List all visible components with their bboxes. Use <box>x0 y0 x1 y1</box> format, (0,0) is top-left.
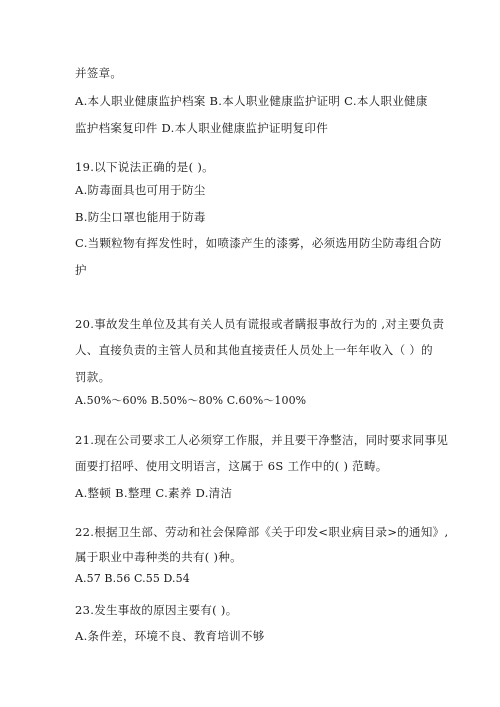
question-20-text: 20.事故发生单位及其有关人员有谎报或者瞒报事故行为的 ,对主要负责 <box>75 317 445 331</box>
question-23-option-a: A.条件差，环境不良、教育培训不够 <box>75 629 265 643</box>
question-19-option-c: C.当颗粒物有挥发性时，如喷漆产生的漆雾，必须选用防尘防毒组合防 <box>75 236 442 250</box>
question-22-text: 22.根据卫生部、劳动和社会保障部《关于印发<职业病目录>的通知》, <box>75 525 449 539</box>
question-21-text: 21.现在公司要求工人必须穿工作服，并且要干净整洁，同时要求同事见 <box>75 433 449 447</box>
question-21-options: A.整顿 B.整理 C.素养 D.清洁 <box>75 486 233 500</box>
question-19-text: 19.以下说法正确的是( )。 <box>75 160 214 174</box>
question-20-text: 人、直接负责的主管人员和其他直接责任人员处上一年年收入（ ）的 <box>75 343 433 357</box>
question-19-option-a: A.防毒面具也可用于防尘 <box>75 183 206 197</box>
question-23-text: 23.发生事故的原因主要有( )。 <box>75 603 238 617</box>
intro-options-line: A.本人职业健康监护档案 B.本人职业健康监护证明 C.本人职业健康 <box>75 94 428 108</box>
question-22-text: 属于职业中毒种类的共有( )种。 <box>75 550 242 564</box>
question-19-option-b: B.防尘口罩也能用于防毒 <box>75 210 206 224</box>
intro-line: 并签章。 <box>75 66 123 80</box>
intro-options-line: 监护档案复印件 D.本人职业健康监护证明复印件 <box>75 121 329 135</box>
question-21-text: 面要打招呼、使用文明语言，这属于 6S 工作中的( ) 范畴。 <box>75 459 388 473</box>
question-19-option-c-cont: 护 <box>75 263 87 277</box>
question-22-options: A.57 B.56 C.55 D.54 <box>75 572 190 585</box>
question-20-options: A.50%～60% B.50%～80% C.60%～100% <box>75 394 307 407</box>
question-20-text: 罚款。 <box>75 370 111 384</box>
